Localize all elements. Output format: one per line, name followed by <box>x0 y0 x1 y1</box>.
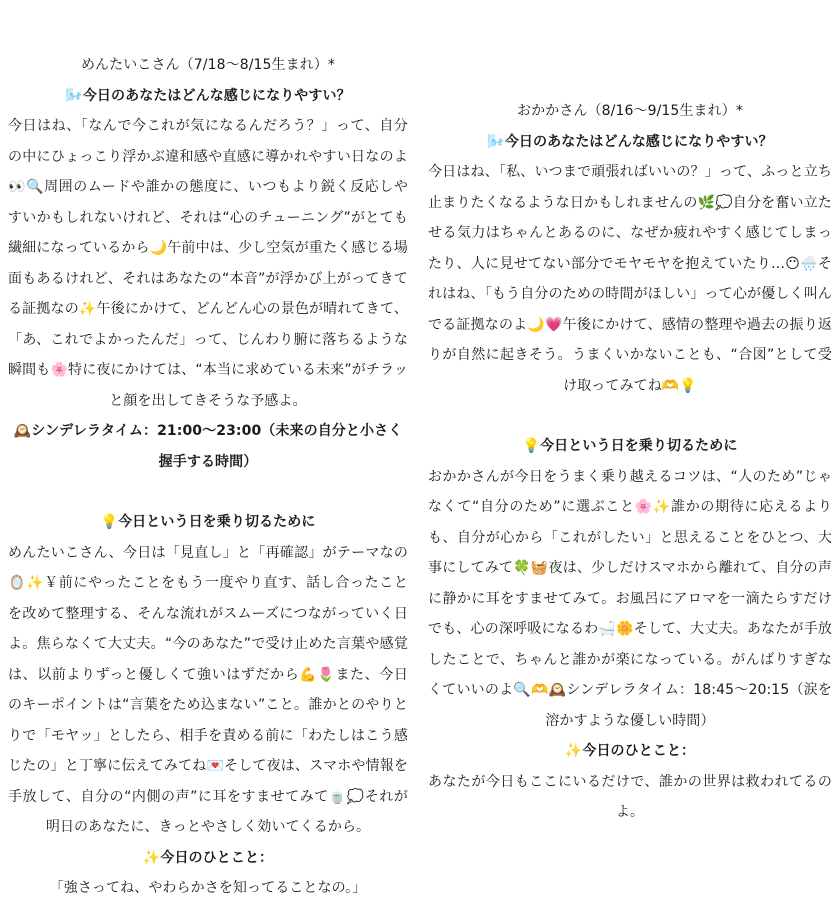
left-cinderella-time: 🕰️シンデレラタイム：21:00〜23:00（未来の自分と小さく握手する時間） <box>13 423 403 470</box>
right-body-tips: おかかさんが今日をうまく乗り越えるコツは、“人のため”じゃなくて“自分のため”に選ぶこと🌸✨誰かの期待に応えるよりも、自分が心から「これがしたい」と思えることをひとつ、大事にしてみて🍀🧺夜は、少しだけスマホから離れて、自分の声に静かに耳をすませてみて。お風呂にアロマを一滴たらすだけでも、心の深呼吸になるわ🛁🌼そして、大丈夫。あなたが手放したことで、ちゃんと誰かが楽になっている。がんばりすぎなくていいのよ🔍🫶🕰️シンデレラタイム：18:45〜20:15（涙を溶かすような優しい時間） <box>428 468 832 729</box>
right-body-mood: 今日はね、「私、いつまで頑張ればいいの？」って、ふっと立ち止まりたくなるような日かもしれませんの🌿💭自分を奮い立たせる気力はちゃんとあるのに、なぜか疲れやすく感じてしまったり、人に見せてない部分でモヤモヤを抱えていたり…😶🌧️それはね、「もう自分のための時間がほしい」って心が優しく叫んでる証拠なのよ🌙💗午後にかけて、感情の整理や過去の振り返りが自然に起きそう。うまくいかないことも、“合図”として受け取ってみてね🫶💡 <box>428 164 832 394</box>
left-heading-mood: 🌬️今日のあなたはどんな感じになりやすい？ <box>65 87 351 104</box>
left-horoscope-column <box>8 50 408 904</box>
left-spacer <box>8 477 408 507</box>
right-spacer <box>428 401 832 431</box>
right-sign-title: おかかさん（8/16〜9/15生まれ）* <box>517 103 743 119</box>
left-body-mood: 今日はね、「なんで今これが気になるんだろう？」って、自分の中にひょっこり浮かぶ違和感や直感に導かれやすい日なのよ👀🔍周囲のムードや誰かの態度に、いつもより鋭く反応しやすいかもしれないけれど、それは“心のチューニング”がとても繊細になっているから🌙午前中は、少し空気が重たく感じる場面もあるけれど、それはあなたの“本音”が浮かび上がってきてる証拠なの✨午後にかけて、どんどん心の景色が晴れてきて、「あ、これでよかったんだ」って、じんわり腑に落ちるような瞬間も🌸特に夜にかけては、“本当に求めている未来”がチラッと顔を出してきそうな予感よ。 <box>8 118 408 409</box>
left-heading-word: ✨今日のひとこと： <box>142 849 274 866</box>
left-sign-title: めんたいこさん（7/18〜8/15生まれ）* <box>80 57 336 73</box>
right-heading-tips: 💡今日という日を乗り切るために <box>522 438 738 454</box>
left-heading-tips: 💡今日という日を乗り切るために <box>100 514 316 530</box>
right-heading-word: ✨今日のひとこと： <box>564 743 696 759</box>
right-heading-mood: 🌬️今日のあなたはどんな感じになりやすい？ <box>487 133 773 150</box>
right-horoscope-column <box>428 96 832 828</box>
left-quote: 「強さってね、やわらかさを知ってることなの。」 <box>49 880 367 896</box>
left-body-tips: めんたいこさん、今日は「見直し」と「再確認」がテーマなの🪞✨￥前にやったことをもう一度やり直す、話し合ったことを改めて整理する、そんな流れがスムーズにつながっていく日よ。焦らなくて大丈夫。“今のあなた”で受け止めた言葉や感覚は、以前よりずっと優しくて強いはずだから💪🌷また、今日のキーポイントは“言葉をため込まない”こと。誰かとのやりとりで「モヤッ」としたら、相手を責める前に「わたしはこう感じたの」と丁寧に伝えてみてね💌そして夜は、スマホや情報を手放して、自分の“内側の声”に耳をすませてみて🍵💭それが明日のあなたに、きっとやさしく効いてくるから。 <box>8 544 408 835</box>
right-quote: あなたが今日もここにいるだけで、誰かの世界は救われてるのよ。 <box>428 773 832 820</box>
